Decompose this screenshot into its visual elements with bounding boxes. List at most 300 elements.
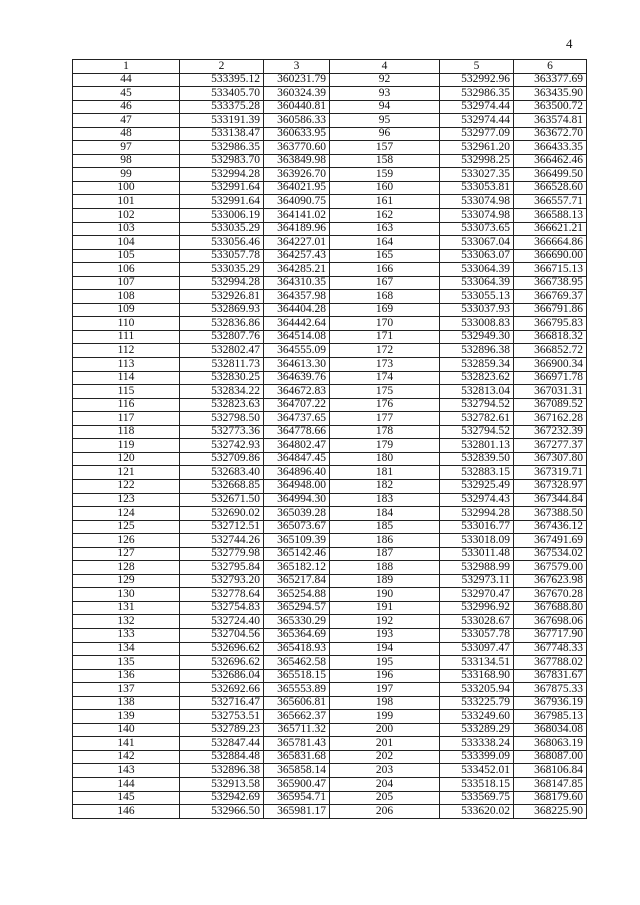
table-cell: 364896.40 (264, 466, 330, 480)
table-row (73, 466, 587, 480)
table-row (73, 656, 587, 670)
table-cell: 97 (73, 141, 180, 155)
table-body (73, 73, 587, 818)
table-cell: 532813.04 (440, 385, 514, 399)
table-cell: 95 (330, 114, 440, 128)
table-cell: 532983.70 (180, 154, 264, 168)
table-cell: 365518.15 (264, 669, 330, 683)
table-cell: 364310.35 (264, 276, 330, 290)
table-cell: 532753.51 (180, 710, 264, 724)
table-cell: 48 (73, 127, 180, 141)
table-cell: 532794.52 (440, 398, 514, 412)
table-cell: 366528.60 (514, 181, 587, 195)
table-cell: 367698.06 (514, 615, 587, 629)
table-cell: 191 (330, 601, 440, 615)
table-cell: 533011.48 (440, 547, 514, 561)
table-cell: 532704.56 (180, 628, 264, 642)
table-cell: 366818.32 (514, 330, 587, 344)
table-cell: 363849.98 (264, 154, 330, 168)
table-cell: 532823.63 (180, 398, 264, 412)
table-cell: 136 (73, 669, 180, 683)
table-cell: 532991.64 (180, 195, 264, 209)
table-cell: 532994.28 (440, 507, 514, 521)
table-cell: 146 (73, 805, 180, 819)
table-cell: 363435.90 (514, 87, 587, 101)
table-cell: 103 (73, 222, 180, 236)
table-cell: 367277.37 (514, 439, 587, 453)
table-cell: 367162.28 (514, 412, 587, 426)
table-cell: 532869.93 (180, 303, 264, 317)
table-cell: 532683.40 (180, 466, 264, 480)
table-cell: 532839.50 (440, 452, 514, 466)
table-cell: 363770.60 (264, 141, 330, 155)
table-row (73, 723, 587, 737)
table-cell: 532996.92 (440, 601, 514, 615)
table-cell: 532692.66 (180, 683, 264, 697)
table-cell: 182 (330, 479, 440, 493)
table-cell: 532782.61 (440, 412, 514, 426)
table-cell: 114 (73, 371, 180, 385)
table-cell: 366971.78 (514, 371, 587, 385)
table-cell: 532913.58 (180, 777, 264, 791)
table-cell: 533018.09 (440, 534, 514, 548)
table-cell: 166 (330, 263, 440, 277)
table-cell: 533035.29 (180, 222, 264, 236)
table-cell: 364613.30 (264, 358, 330, 372)
table-cell: 366795.83 (514, 317, 587, 331)
table-cell: 532801.13 (440, 439, 514, 453)
table-cell: 172 (330, 344, 440, 358)
table-cell: 366588.13 (514, 209, 587, 223)
table-cell: 533063.07 (440, 249, 514, 263)
table-cell: 532859.34 (440, 358, 514, 372)
table-cell: 130 (73, 588, 180, 602)
table-cell: 194 (330, 642, 440, 656)
table-cell: 135 (73, 656, 180, 670)
table-cell: 368063.19 (514, 737, 587, 751)
table-cell: 365981.17 (264, 805, 330, 819)
table-cell: 367670.28 (514, 588, 587, 602)
table-row (73, 154, 587, 168)
table-cell: 532970.47 (440, 588, 514, 602)
table-row (73, 479, 587, 493)
table-cell: 364404.28 (264, 303, 330, 317)
table-cell: 532994.28 (180, 276, 264, 290)
table-cell: 533395.12 (180, 73, 264, 87)
table-cell: 368087.00 (514, 750, 587, 764)
table-cell: 192 (330, 615, 440, 629)
column-header: 2 (180, 60, 264, 74)
table-cell: 532991.64 (180, 181, 264, 195)
table-cell: 366715.13 (514, 263, 587, 277)
table-cell: 196 (330, 669, 440, 683)
table-cell: 533074.98 (440, 209, 514, 223)
table-row (73, 507, 587, 521)
table-cell: 533035.29 (180, 263, 264, 277)
table-cell: 533134.51 (440, 656, 514, 670)
table-cell: 533027.35 (440, 168, 514, 182)
table-cell: 174 (330, 371, 440, 385)
table-cell: 532744.26 (180, 534, 264, 548)
table-cell: 167 (330, 276, 440, 290)
table-cell: 364227.01 (264, 236, 330, 250)
table-cell: 533008.83 (440, 317, 514, 331)
table-cell: 123 (73, 493, 180, 507)
table-cell: 364802.47 (264, 439, 330, 453)
table-cell: 139 (73, 710, 180, 724)
table-row (73, 290, 587, 304)
table-cell: 45 (73, 87, 180, 101)
table-cell: 532789.23 (180, 723, 264, 737)
table-cell: 367623.98 (514, 574, 587, 588)
table-row (73, 764, 587, 778)
table-row (73, 317, 587, 331)
table-row (73, 601, 587, 615)
table-cell: 101 (73, 195, 180, 209)
table-cell: 367831.67 (514, 669, 587, 683)
table-row (73, 73, 587, 87)
table-cell: 532696.62 (180, 656, 264, 670)
table-row (73, 209, 587, 223)
table-row (73, 249, 587, 263)
table-cell: 365182.12 (264, 561, 330, 575)
table-cell: 99 (73, 168, 180, 182)
table-cell: 364141.02 (264, 209, 330, 223)
table-cell: 532807.76 (180, 330, 264, 344)
column-header: 1 (73, 60, 180, 74)
table-cell: 105 (73, 249, 180, 263)
table-cell: 159 (330, 168, 440, 182)
table-row (73, 412, 587, 426)
table-cell: 363926.70 (264, 168, 330, 182)
table-cell: 365364.69 (264, 628, 330, 642)
table-row (73, 561, 587, 575)
table-cell: 533399.09 (440, 750, 514, 764)
table-cell: 203 (330, 764, 440, 778)
table-cell: 367344.84 (514, 493, 587, 507)
table-cell: 532986.35 (440, 87, 514, 101)
table-cell: 532966.50 (180, 805, 264, 819)
table-cell: 128 (73, 561, 180, 575)
table-cell: 533620.02 (440, 805, 514, 819)
table-row (73, 750, 587, 764)
table-cell: 533138.47 (180, 127, 264, 141)
table-cell: 532709.86 (180, 452, 264, 466)
table-cell: 533016.77 (440, 520, 514, 534)
table-cell: 121 (73, 466, 180, 480)
table-cell: 46 (73, 100, 180, 114)
table-cell: 532696.62 (180, 642, 264, 656)
table-cell: 532998.25 (440, 154, 514, 168)
table-cell: 366690.00 (514, 249, 587, 263)
table-cell: 178 (330, 425, 440, 439)
table-row (73, 263, 587, 277)
table-cell: 44 (73, 73, 180, 87)
table-cell: 533073.65 (440, 222, 514, 236)
table-cell: 532779.98 (180, 547, 264, 561)
table-cell: 120 (73, 452, 180, 466)
table-cell: 532798.50 (180, 412, 264, 426)
table-cell: 113 (73, 358, 180, 372)
table-cell: 532926.81 (180, 290, 264, 304)
table-row (73, 236, 587, 250)
table-cell: 177 (330, 412, 440, 426)
table-row (73, 588, 587, 602)
table-row (73, 547, 587, 561)
table-cell: 366462.46 (514, 154, 587, 168)
table-cell: 133 (73, 628, 180, 642)
table-cell: 533055.13 (440, 290, 514, 304)
table-cell: 532834.22 (180, 385, 264, 399)
table-cell: 102 (73, 209, 180, 223)
table-cell: 366738.95 (514, 276, 587, 290)
table-cell: 163 (330, 222, 440, 236)
table-cell: 164 (330, 236, 440, 250)
table-cell: 200 (330, 723, 440, 737)
table-cell: 106 (73, 263, 180, 277)
table-cell: 366900.34 (514, 358, 587, 372)
table-cell: 532794.52 (440, 425, 514, 439)
table-row (73, 615, 587, 629)
table-cell: 138 (73, 696, 180, 710)
table-row (73, 114, 587, 128)
table-cell: 364514.08 (264, 330, 330, 344)
table-cell: 532988.99 (440, 561, 514, 575)
table-cell: 360440.81 (264, 100, 330, 114)
table-cell: 532925.49 (440, 479, 514, 493)
table-cell: 108 (73, 290, 180, 304)
table-cell: 365606.81 (264, 696, 330, 710)
table-cell: 365662.37 (264, 710, 330, 724)
table-cell: 364737.65 (264, 412, 330, 426)
table-cell: 360324.39 (264, 87, 330, 101)
table-cell: 532724.40 (180, 615, 264, 629)
table-cell: 367436.12 (514, 520, 587, 534)
table-cell: 368034.08 (514, 723, 587, 737)
table-row (73, 425, 587, 439)
table-cell: 533375.28 (180, 100, 264, 114)
table-cell: 533405.70 (180, 87, 264, 101)
table-cell: 199 (330, 710, 440, 724)
table-cell: 181 (330, 466, 440, 480)
table-cell: 367985.13 (514, 710, 587, 724)
table-cell: 366769.37 (514, 290, 587, 304)
table-cell: 533074.98 (440, 195, 514, 209)
table-cell: 532974.44 (440, 114, 514, 128)
table-cell: 365858.14 (264, 764, 330, 778)
table-cell: 134 (73, 642, 180, 656)
table-cell: 364948.00 (264, 479, 330, 493)
table-cell: 193 (330, 628, 440, 642)
table-cell: 179 (330, 439, 440, 453)
table-cell: 533452.01 (440, 764, 514, 778)
table-cell: 532754.83 (180, 601, 264, 615)
table-cell: 533053.81 (440, 181, 514, 195)
table-cell: 532986.35 (180, 141, 264, 155)
table-cell: 532974.43 (440, 493, 514, 507)
table-row (73, 168, 587, 182)
table-cell: 367788.02 (514, 656, 587, 670)
table-cell: 532836.86 (180, 317, 264, 331)
table-cell: 197 (330, 683, 440, 697)
table-cell: 364672.83 (264, 385, 330, 399)
table-cell: 198 (330, 696, 440, 710)
table-cell: 165 (330, 249, 440, 263)
table-cell: 124 (73, 507, 180, 521)
table-cell: 367579.00 (514, 561, 587, 575)
table-cell: 122 (73, 479, 180, 493)
table-cell: 364707.22 (264, 398, 330, 412)
table-cell: 115 (73, 385, 180, 399)
column-header: 6 (514, 60, 587, 74)
table-row (73, 696, 587, 710)
table-cell: 366433.35 (514, 141, 587, 155)
table-cell: 532883.15 (440, 466, 514, 480)
table-row (73, 805, 587, 819)
table-cell: 367717.90 (514, 628, 587, 642)
table-cell: 532974.44 (440, 100, 514, 114)
table-cell: 367232.39 (514, 425, 587, 439)
table-cell: 360231.79 (264, 73, 330, 87)
table-cell: 107 (73, 276, 180, 290)
table-cell: 112 (73, 344, 180, 358)
table-cell: 533056.46 (180, 236, 264, 250)
table-cell: 364257.43 (264, 249, 330, 263)
table-row (73, 222, 587, 236)
table-row (73, 371, 587, 385)
table-row (73, 358, 587, 372)
table-cell: 365711.32 (264, 723, 330, 737)
table-cell: 367328.97 (514, 479, 587, 493)
table-cell: 366621.21 (514, 222, 587, 236)
table-cell: 142 (73, 750, 180, 764)
table-row (73, 669, 587, 683)
table-cell: 109 (73, 303, 180, 317)
table-cell: 532961.20 (440, 141, 514, 155)
table-cell: 532778.64 (180, 588, 264, 602)
table-cell: 367688.80 (514, 601, 587, 615)
table-cell: 367748.33 (514, 642, 587, 656)
table-cell: 533097.47 (440, 642, 514, 656)
table-cell: 532847.44 (180, 737, 264, 751)
table-cell: 367307.80 (514, 452, 587, 466)
table-cell: 365462.58 (264, 656, 330, 670)
table-cell: 125 (73, 520, 180, 534)
table-cell: 116 (73, 398, 180, 412)
table-cell: 532942.69 (180, 791, 264, 805)
table-row (73, 303, 587, 317)
table-cell: 364639.76 (264, 371, 330, 385)
table-cell: 189 (330, 574, 440, 588)
table-cell: 365109.39 (264, 534, 330, 548)
table-cell: 365954.71 (264, 791, 330, 805)
table-cell: 137 (73, 683, 180, 697)
table-cell: 533064.39 (440, 276, 514, 290)
table-cell: 366852.72 (514, 344, 587, 358)
table-cell: 180 (330, 452, 440, 466)
table-cell: 365142.46 (264, 547, 330, 561)
table-cell: 202 (330, 750, 440, 764)
table-cell: 141 (73, 737, 180, 751)
table-row (73, 493, 587, 507)
page-number: 4 (566, 36, 573, 51)
table-row (73, 127, 587, 141)
table-cell: 368147.85 (514, 777, 587, 791)
table-cell: 367534.02 (514, 547, 587, 561)
table-cell: 532742.93 (180, 439, 264, 453)
table-cell: 533205.94 (440, 683, 514, 697)
table-cell: 365781.43 (264, 737, 330, 751)
table-cell: 367089.52 (514, 398, 587, 412)
table-cell: 533338.24 (440, 737, 514, 751)
table-cell: 145 (73, 791, 180, 805)
table-cell: 201 (330, 737, 440, 751)
table-cell: 93 (330, 87, 440, 101)
table-cell: 533057.78 (180, 249, 264, 263)
table-cell: 143 (73, 764, 180, 778)
table-cell: 532686.04 (180, 669, 264, 683)
table-cell: 532793.20 (180, 574, 264, 588)
table-cell: 532949.30 (440, 330, 514, 344)
table-cell: 168 (330, 290, 440, 304)
table-cell: 365073.67 (264, 520, 330, 534)
table-header-row (73, 60, 587, 74)
table-cell: 532884.48 (180, 750, 264, 764)
table-row (73, 791, 587, 805)
table-cell: 204 (330, 777, 440, 791)
table-cell: 110 (73, 317, 180, 331)
table-row (73, 683, 587, 697)
table-cell: 366664.86 (514, 236, 587, 250)
table-cell: 157 (330, 141, 440, 155)
table-cell: 368106.84 (514, 764, 587, 778)
table-cell: 363574.81 (514, 114, 587, 128)
table-cell: 532823.62 (440, 371, 514, 385)
table-cell: 190 (330, 588, 440, 602)
table-cell: 533191.39 (180, 114, 264, 128)
table-row (73, 574, 587, 588)
table-cell: 365553.89 (264, 683, 330, 697)
table-row (73, 452, 587, 466)
table-cell: 533289.29 (440, 723, 514, 737)
table-cell: 104 (73, 236, 180, 250)
table-row (73, 520, 587, 534)
table-row (73, 100, 587, 114)
table-cell: 169 (330, 303, 440, 317)
table-cell: 205 (330, 791, 440, 805)
table-row (73, 737, 587, 751)
table-cell: 364090.75 (264, 195, 330, 209)
table-cell: 367319.71 (514, 466, 587, 480)
table-row (73, 439, 587, 453)
table-cell: 532668.85 (180, 479, 264, 493)
table-cell: 533057.78 (440, 628, 514, 642)
table-cell: 364847.45 (264, 452, 330, 466)
table-cell: 195 (330, 656, 440, 670)
table-cell: 94 (330, 100, 440, 114)
table-cell: 365039.28 (264, 507, 330, 521)
table-cell: 364442.64 (264, 317, 330, 331)
table-cell: 533569.75 (440, 791, 514, 805)
table-row (73, 628, 587, 642)
table-row (73, 181, 587, 195)
table-cell: 360586.33 (264, 114, 330, 128)
table-cell: 368225.90 (514, 805, 587, 819)
table-cell: 176 (330, 398, 440, 412)
table-cell: 366499.50 (514, 168, 587, 182)
table-cell: 131 (73, 601, 180, 615)
table-row (73, 344, 587, 358)
